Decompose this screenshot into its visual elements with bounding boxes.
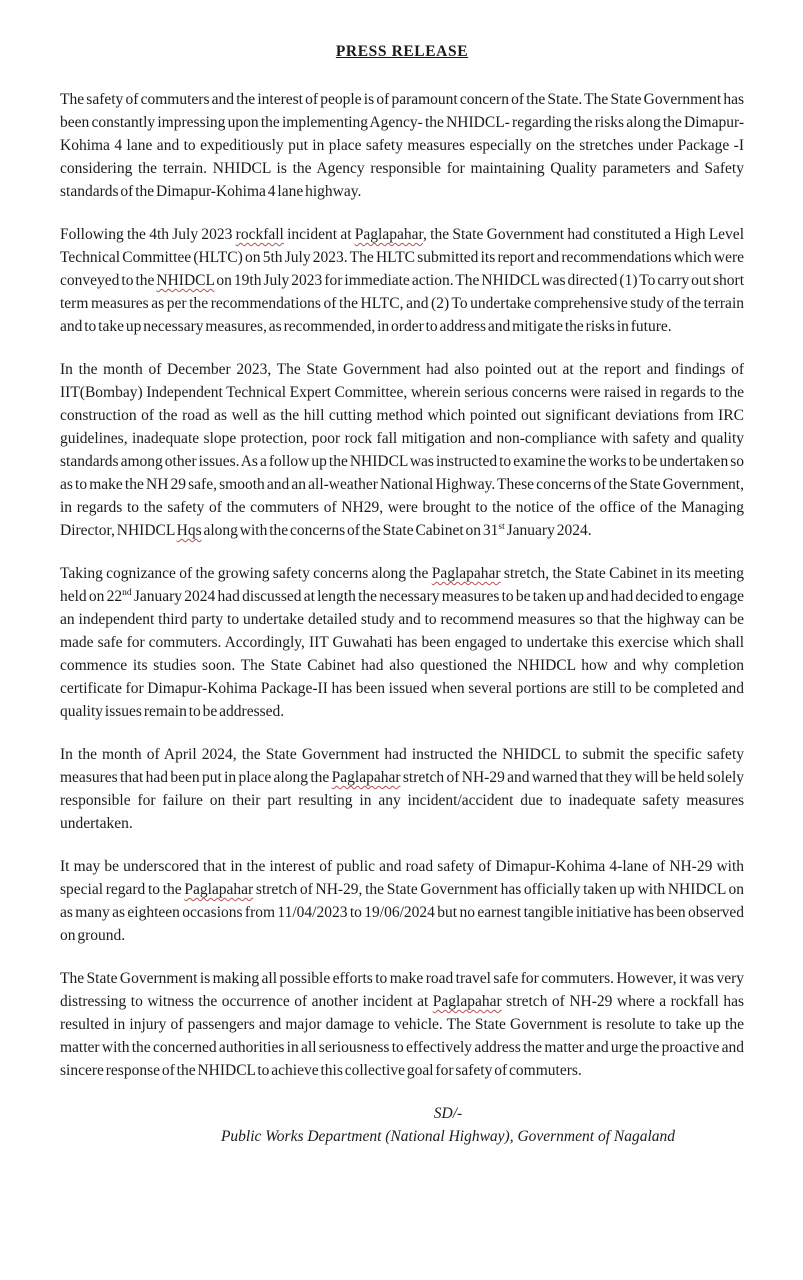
text-run: stretch, the State Cabinet in its meeting held on 22 bbox=[60, 565, 745, 605]
ordinal-superscript: st bbox=[498, 521, 505, 532]
text-run: It may be underscored that in the interest of public and road safety of Dimapur-Kohima 4-lane of NH-29 with special regard to the bbox=[60, 858, 744, 898]
misspelled-word: Hqs bbox=[176, 522, 202, 539]
misspelled-word: rockfall bbox=[235, 226, 284, 243]
paragraph bbox=[60, 743, 744, 835]
misspelled-word: Paglapahar bbox=[184, 881, 254, 898]
misspelled-word: Paglapahar bbox=[432, 993, 502, 1010]
text-run: Taking cognizance of the growing safety concerns along the bbox=[60, 565, 432, 582]
misspelled-word: Paglapahar bbox=[431, 565, 501, 582]
text-run: stretch of NH-29 where a rockfall has resulted in injury of passengers and major damage to vehicle. The State Government is resolute to take up the matter with the concerned authorities in all seriousness to effectively address the matter and urge the proactive and sincere response of the NHIDCL to achieve this collective goal for safety of commuters. bbox=[60, 993, 744, 1079]
text-run: The State Government is making all possible efforts to make road travel safe for commuters. However, it was very distressing to witness the occurrence of another incident at bbox=[60, 970, 744, 1010]
paragraph bbox=[60, 88, 744, 203]
text-run: incident at bbox=[283, 226, 355, 243]
text-run: stretch of NH-29 and warned that they will be held solely responsible for failure on their part resulting in any incident/accident due to inadequate safety measures undertaken. bbox=[60, 769, 745, 832]
text-run: Following the 4th July 2023 bbox=[60, 226, 236, 243]
document-body bbox=[60, 88, 744, 1082]
signature-sd: SD/- bbox=[433, 1105, 463, 1122]
misspelled-word: Paglapahar bbox=[331, 769, 401, 786]
paragraph bbox=[60, 855, 744, 947]
text-run: In the month of December 2023, The State Government had also pointed out at the report and findings of IIT(Bombay) Independent Technical Expert Committee, wherein serious concerns were raised in regards to the construction of the road as well as the hill cutting method which pointed out significant deviations from IRC guidelines, inadequate slope protection, poor rock fall mitigation and non-compliance with safety and quality standards among other issues. As a follow up the NHIDCL was instructed to examine the works to be undertaken so as to make the NH 29 safe, smooth and an all-weather National Highway. These concerns of the State Government, in regards to the safety of the commuters of NH29, were brought to the notice of the office of the Managing Director, NHIDCL bbox=[60, 361, 744, 539]
signature-organization: Public Works Department (National Highway), Government of Nagaland bbox=[220, 1128, 676, 1145]
text-run: The safety of commuters and the interest of people is of paramount concern of the State. The State Government has been constantly impressing upon the implementing Agency- the NHIDCL- regarding the risks along the Dimapur- Kohima 4 lane and to expeditiously put in place safety measures especially on the stretches under Package -I considering the terrain. NHIDCL is the Agency responsible for maintaining Quality parameters and Safety standards of the Dimapur-Kohima 4 lane highway. bbox=[60, 91, 744, 200]
text-run: stretch of NH-29, the State Government has officially taken up with NHIDCL on as many as eighteen occasions from 11/04/2023 to 19/06/2024 but no earnest tangible initiative has been observed on ground. bbox=[60, 881, 744, 944]
text-run: , the State Government had constituted a High Level Technical Committee (HLTC) on 5th July 2023. The HLTC submitted its report and recommendations which were conveyed to the bbox=[60, 226, 744, 289]
text-run: In the month of April 2024, the State Government had instructed the NHIDCL to submit the specific safety measures that had been put in place along the bbox=[60, 746, 744, 786]
text-run: on 19th July 2023 for immediate action. The NHIDCL was directed (1) To carry out short term measures as per the recommendations of the HLTC, and (2) To undertake comprehensive study of the terrain and to take up necessary measures, as recommended, in order to address and mitigate the risks in future. bbox=[60, 272, 744, 335]
misspelled-word: NHIDCL bbox=[156, 272, 215, 289]
text-run: January 2024 had discussed at length the necessary measures to be taken up and had decided to engage an independent third party to undertake detailed study and to recommend measures so that the highway can be made safe for commuters. Accordingly, IIT Guwahati has been engaged to undertake this exercise which shall commence its studies soon. The State Cabinet had also questioned the NHIDCL how and why completion certificate for Dimapur-Kohima Package-II has been issued when several portions are still to be completed and quality issues remain to be addressed. bbox=[60, 588, 744, 720]
paragraph bbox=[60, 562, 744, 723]
paragraph bbox=[60, 967, 744, 1082]
signature-block bbox=[60, 1102, 744, 1148]
text-run: January 2024. bbox=[504, 522, 592, 539]
ordinal-superscript: nd bbox=[122, 587, 132, 598]
document-title: PRESS RELEASE bbox=[335, 43, 469, 60]
paragraph bbox=[60, 358, 744, 542]
text-run: along with the concerns of the State Cabinet on 31 bbox=[201, 522, 499, 539]
paragraph bbox=[60, 223, 744, 338]
misspelled-word: Paglapahar bbox=[354, 226, 424, 243]
